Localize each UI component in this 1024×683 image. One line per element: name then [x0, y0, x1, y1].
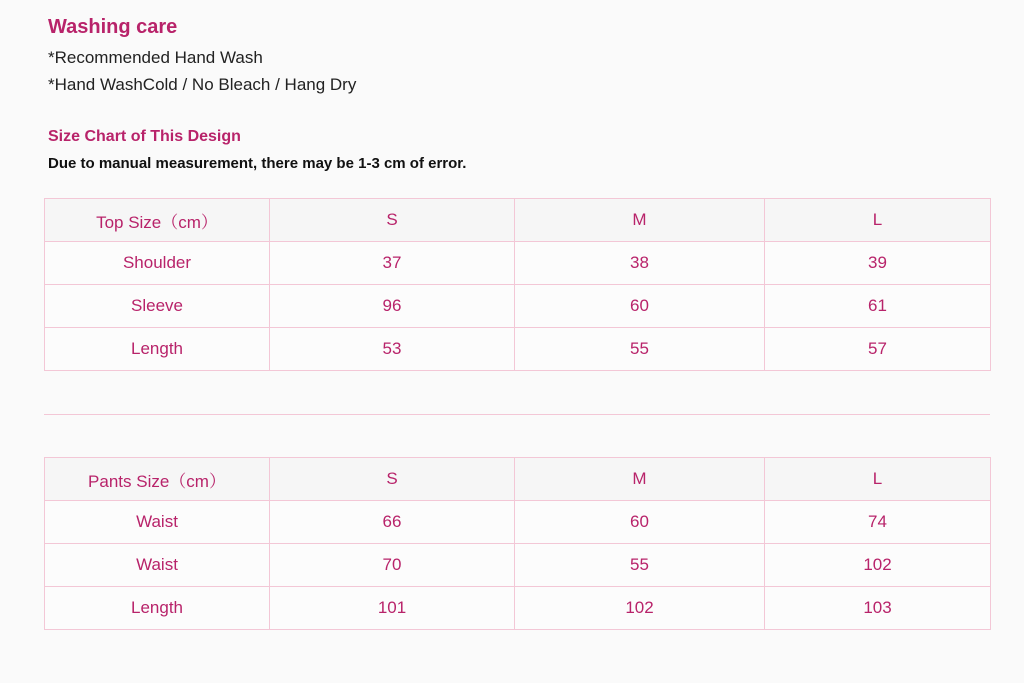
table-header-cell: M	[515, 199, 765, 242]
table-cell: 101	[270, 587, 515, 630]
table-cell: 102	[515, 587, 765, 630]
table-row	[45, 285, 991, 328]
table-cell: Length	[45, 587, 270, 630]
table-row	[45, 328, 991, 371]
table-header-cell: L	[765, 199, 991, 242]
table-cell: 39	[765, 242, 991, 285]
table-row	[45, 501, 991, 544]
table-cell: 53	[270, 328, 515, 371]
table-header-cell: M	[515, 458, 765, 501]
table-cell: 70	[270, 544, 515, 587]
measurement-note: Due to manual measurement, there may be 1-3 cm of error.	[48, 155, 467, 172]
table-cell: Shoulder	[45, 242, 270, 285]
table-cell: 61	[765, 285, 991, 328]
table-header-row	[45, 458, 991, 501]
table-cell: 74	[765, 501, 991, 544]
top-size-table	[44, 198, 991, 371]
table-cell: 102	[765, 544, 991, 587]
table-cell: 66	[270, 501, 515, 544]
table-cell: 96	[270, 285, 515, 328]
table-header-cell: Pants Size（cm）	[45, 458, 270, 501]
table-cell: 55	[515, 544, 765, 587]
table-cell: Waist	[45, 544, 270, 587]
table-row	[45, 242, 991, 285]
table-cell: 57	[765, 328, 991, 371]
care-instruction: *Recommended Hand Wash	[48, 48, 263, 67]
size-chart-title: Size Chart of This Design	[48, 128, 241, 145]
table-header-cell: Top Size（cm）	[45, 199, 270, 242]
care-instruction: *Hand WashCold / No Bleach / Hang Dry	[48, 75, 357, 94]
table-header-row	[45, 199, 991, 242]
table-cell: 55	[515, 328, 765, 371]
table-cell: 37	[270, 242, 515, 285]
table-row	[45, 544, 991, 587]
table-header-cell: L	[765, 458, 991, 501]
table-cell: Waist	[45, 501, 270, 544]
table-header-cell: S	[270, 199, 515, 242]
table-row	[45, 587, 991, 630]
table-header-cell: S	[270, 458, 515, 501]
table-cell: Sleeve	[45, 285, 270, 328]
section-divider	[44, 414, 990, 415]
washing-care-title: Washing care	[48, 16, 178, 38]
table-cell: 103	[765, 587, 991, 630]
pants-size-table	[44, 457, 991, 630]
table-cell: 60	[515, 285, 765, 328]
table-cell: 60	[515, 501, 765, 544]
table-cell: 38	[515, 242, 765, 285]
table-cell: Length	[45, 328, 270, 371]
